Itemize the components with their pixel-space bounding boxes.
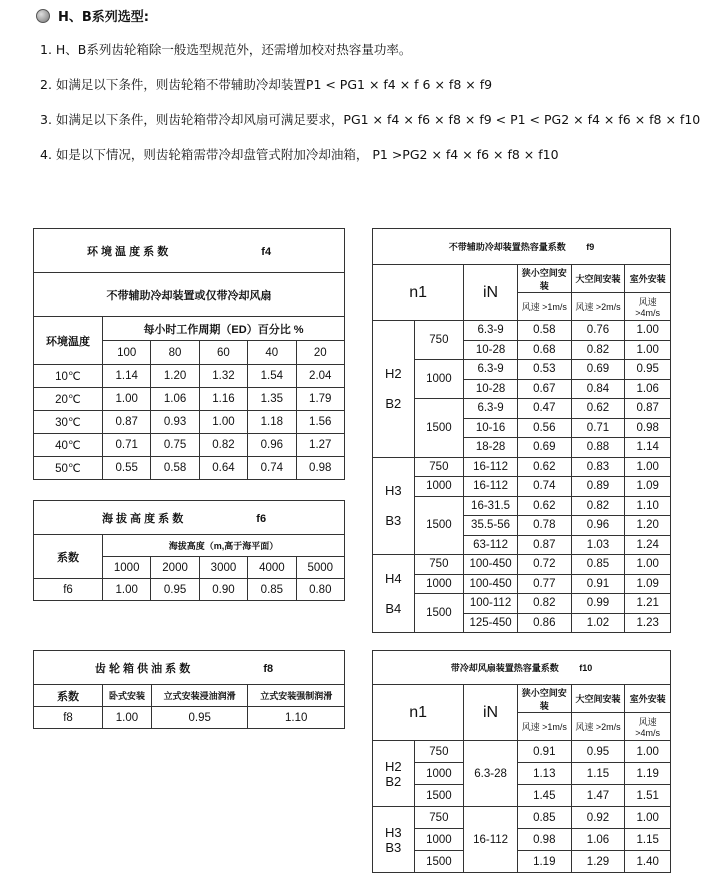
cell: 50℃ — [34, 457, 103, 480]
cell: 0.87 — [103, 411, 151, 434]
cell: 1000 — [103, 557, 151, 579]
speed-cell: 1500 — [414, 851, 464, 873]
model-cell: H4 B4 — [373, 555, 415, 633]
speed-cell: 1500 — [414, 594, 464, 633]
f4-title: 环 境 温 度 系 数 — [86, 245, 169, 258]
table-row — [373, 807, 671, 829]
table-row — [34, 434, 345, 457]
cell: 1.35 — [248, 388, 296, 411]
cell: 1.00 — [625, 340, 671, 360]
cell: 1.32 — [199, 365, 247, 388]
cell: 0.62 — [517, 496, 571, 516]
table-row — [34, 365, 345, 388]
cell: 0.98 — [625, 418, 671, 438]
cell: 10℃ — [34, 365, 103, 388]
cell: 0.64 — [199, 457, 247, 480]
cell: 0.87 — [625, 399, 671, 419]
f10-body — [373, 741, 671, 873]
cell: 风速 >1m/s — [517, 293, 571, 321]
speed-cell: 750 — [414, 741, 464, 763]
model-cell: H2 B2 — [373, 741, 415, 807]
cell: 1.00 — [625, 555, 671, 575]
table-row — [373, 829, 671, 851]
cell: 1.13 — [517, 763, 571, 785]
model-cell: H2 B2 — [373, 321, 415, 458]
cell: 0.75 — [151, 434, 199, 457]
cell: 风速 >2m/s — [571, 713, 625, 741]
cell: 0.56 — [517, 418, 571, 438]
cell: 0.85 — [517, 807, 571, 829]
rule-2: 2. 如满足以下条件，则齿轮箱不带辅助冷却装置P1 < PG1 × f4 × f 6 × f8 × f9 — [40, 77, 493, 92]
cell: 1.02 — [571, 613, 625, 633]
table-row — [373, 555, 671, 575]
cell: 0.53 — [517, 360, 571, 380]
cell: 0.92 — [571, 807, 625, 829]
cell: 大空间安装 — [571, 265, 625, 293]
f4-code: f4 — [261, 245, 272, 258]
cell: 0.62 — [517, 457, 571, 477]
f6-row-header: 系数 — [34, 535, 103, 579]
cell: 30℃ — [34, 411, 103, 434]
cell: 1.45 — [517, 785, 571, 807]
table-row — [373, 594, 671, 614]
cell: 1.24 — [625, 535, 671, 555]
cell: 立式安装强制润滑 — [248, 685, 345, 707]
cell: 0.89 — [571, 477, 625, 497]
table-row — [373, 457, 671, 477]
cell: 0.85 — [248, 579, 296, 601]
ratio-cell: 16-112 — [464, 807, 518, 873]
ratio-cell: 6.3-28 — [464, 741, 518, 807]
cell: 0.58 — [517, 321, 571, 341]
table-row — [373, 360, 671, 380]
f4-ed-header: 每小时工作周期（ED）百分比 % — [103, 317, 345, 341]
speed-cell: 1000 — [414, 763, 464, 785]
cell: 10-28 — [464, 379, 518, 399]
cell: 1.19 — [625, 763, 671, 785]
cell: 1.00 — [103, 707, 152, 729]
f4-ed: 80 — [151, 341, 199, 365]
table-row — [34, 707, 345, 729]
speed-cell: 1000 — [414, 574, 464, 594]
f4-table — [33, 228, 345, 480]
cell: 1.15 — [571, 763, 625, 785]
cell: 0.85 — [571, 555, 625, 575]
cell: 0.82 — [199, 434, 247, 457]
f8-row-header: 系数 — [34, 685, 103, 707]
cell: 0.77 — [517, 574, 571, 594]
cell: 风速 >4m/s — [625, 293, 671, 321]
cell: 35.5-56 — [464, 516, 518, 536]
f6-alt-header: 海拔高度（m,高于海平面） — [103, 535, 345, 557]
rule-3: 3. 如满足以下条件，则齿轮箱带冷却风扇可满足要求，PG1 × f4 × f6 × f8 × f9 < P1 < PG2 × f4 × f6 × f8 × f10 — [40, 112, 701, 127]
cell: 1.00 — [625, 321, 671, 341]
cell: 0.90 — [199, 579, 247, 601]
table-row — [34, 457, 345, 480]
f4-ed: 100 — [103, 341, 151, 365]
cell: 0.95 — [571, 741, 625, 763]
cell: 0.62 — [571, 399, 625, 419]
cell: 0.93 — [151, 411, 199, 434]
cell: 0.82 — [571, 340, 625, 360]
table-row — [373, 851, 671, 873]
speed-cell: 750 — [414, 555, 464, 575]
speed-cell: 750 — [414, 457, 464, 477]
cell: 1.00 — [103, 388, 151, 411]
cell: 0.91 — [571, 574, 625, 594]
cell: 风速 >1m/s — [517, 713, 571, 741]
cell: 1.40 — [625, 851, 671, 873]
cell: 0.82 — [517, 594, 571, 614]
cell: 0.84 — [571, 379, 625, 399]
cell: 风速 >2m/s — [571, 293, 625, 321]
table-row — [373, 399, 671, 419]
cell: 0.76 — [571, 321, 625, 341]
section-title: H、B系列选型: — [58, 10, 149, 25]
f4-ed: 60 — [199, 341, 247, 365]
cell: 0.55 — [103, 457, 151, 480]
cell: 1.10 — [248, 707, 345, 729]
cell: 大空间安装 — [571, 685, 625, 713]
cell: 100-450 — [464, 555, 518, 575]
cell: 16-31.5 — [464, 496, 518, 516]
cell: 1.47 — [571, 785, 625, 807]
cell: 1.21 — [625, 594, 671, 614]
cell: 1.00 — [103, 579, 151, 601]
cell: 1.06 — [151, 388, 199, 411]
f9-code: f9 — [586, 242, 595, 252]
cell: 40℃ — [34, 434, 103, 457]
cell: 0.80 — [296, 579, 344, 601]
f9-title: 不带辅助冷却装置热容量系数 — [448, 242, 566, 252]
table-row — [34, 411, 345, 434]
speed-cell: 1000 — [414, 829, 464, 851]
f9-n1: n1 — [373, 265, 464, 321]
cell: 0.74 — [248, 457, 296, 480]
cell: 1.09 — [625, 477, 671, 497]
rule-1: 1. H、B系列齿轮箱除一般选型规范外，还需增加校对热容量功率。 — [40, 42, 412, 57]
cell: 室外安装 — [625, 265, 671, 293]
cell: 125-450 — [464, 613, 518, 633]
speed-cell: 1500 — [414, 399, 464, 458]
cell: 100-112 — [464, 594, 518, 614]
cell: 0.99 — [571, 594, 625, 614]
cell: 6.3-9 — [464, 360, 518, 380]
cell: 0.68 — [517, 340, 571, 360]
cell: 6.3-9 — [464, 399, 518, 419]
cell: 0.87 — [517, 535, 571, 555]
f8-code: f8 — [263, 662, 274, 675]
model-cell: H3 B3 — [373, 807, 415, 873]
model-cell: H3 B3 — [373, 457, 415, 555]
table-row — [34, 579, 345, 601]
cell: 1.15 — [625, 829, 671, 851]
table-row — [373, 496, 671, 516]
cell: 1.00 — [199, 411, 247, 434]
cell: 1.19 — [517, 851, 571, 873]
f10-n1: n1 — [373, 685, 464, 741]
f10-table — [372, 650, 671, 873]
cell: 2.04 — [296, 365, 345, 388]
cell: 室外安装 — [625, 685, 671, 713]
cell: 1.27 — [296, 434, 345, 457]
cell: 6.3-9 — [464, 321, 518, 341]
f9-in: iN — [464, 265, 518, 321]
cell: 1.16 — [199, 388, 247, 411]
cell: 狭小空间安装 — [517, 685, 571, 713]
cell: 1.06 — [625, 379, 671, 399]
speed-cell: 750 — [414, 807, 464, 829]
cell: 16-112 — [464, 457, 518, 477]
cell: 0.88 — [571, 438, 625, 458]
speed-cell: 1000 — [414, 477, 464, 497]
cell: 卧式安装 — [103, 685, 152, 707]
rule-4: 4. 如是以下情况，则齿轮箱需带冷却盘管式附加冷却油箱， P1 >PG2 × f4 × f6 × f8 × f10 — [40, 147, 559, 162]
cell: 1.00 — [625, 741, 671, 763]
cell: f8 — [34, 707, 103, 729]
table-row — [34, 388, 345, 411]
cell: 0.95 — [625, 360, 671, 380]
f4-subtitle: 不带辅助冷却装置或仅带冷却风扇 — [34, 273, 345, 317]
cell: 狭小空间安装 — [517, 265, 571, 293]
f10-in: iN — [464, 685, 518, 741]
cell: 0.58 — [151, 457, 199, 480]
cell: f6 — [34, 579, 103, 601]
cell: 0.82 — [571, 496, 625, 516]
section-header — [36, 6, 149, 25]
cell: 0.91 — [517, 741, 571, 763]
cell: 1.79 — [296, 388, 345, 411]
cell: 1.00 — [625, 807, 671, 829]
cell: 1.20 — [625, 516, 671, 536]
cell: 20℃ — [34, 388, 103, 411]
f8-title: 齿 轮 箱 供 油 系 数 — [94, 662, 191, 675]
cell: 0.74 — [517, 477, 571, 497]
cell: 10-28 — [464, 340, 518, 360]
cell: 0.47 — [517, 399, 571, 419]
cell: 1.03 — [571, 535, 625, 555]
cell: 16-112 — [464, 477, 518, 497]
speed-cell: 1500 — [414, 496, 464, 555]
cell: 100-450 — [464, 574, 518, 594]
cell: 5000 — [296, 557, 344, 579]
cell: 1.51 — [625, 785, 671, 807]
cell: 1.06 — [571, 829, 625, 851]
f6-table — [33, 500, 345, 601]
cell: 0.71 — [103, 434, 151, 457]
cell: 1.10 — [625, 496, 671, 516]
table-row — [373, 477, 671, 497]
table-row — [373, 741, 671, 763]
f8-table — [33, 650, 345, 729]
cell: 0.95 — [151, 707, 248, 729]
cell: 立式安装浸油润滑 — [151, 685, 248, 707]
speed-cell: 750 — [414, 321, 464, 360]
cell: 0.71 — [571, 418, 625, 438]
cell: 1.14 — [103, 365, 151, 388]
cell: 2000 — [151, 557, 199, 579]
f4-row-header: 环境温度 — [34, 317, 103, 365]
cell: 0.98 — [296, 457, 345, 480]
cell: 18-28 — [464, 438, 518, 458]
cell: 0.69 — [517, 438, 571, 458]
cell: 10-16 — [464, 418, 518, 438]
cell: 1.18 — [248, 411, 296, 434]
f4-ed: 20 — [296, 341, 345, 365]
table-row — [373, 785, 671, 807]
table-row — [373, 763, 671, 785]
f4-ed: 40 — [248, 341, 296, 365]
table-row — [373, 574, 671, 594]
cell: 4000 — [248, 557, 296, 579]
f6-code: f6 — [256, 512, 267, 525]
cell: 0.69 — [571, 360, 625, 380]
cell: 0.95 — [151, 579, 199, 601]
cell: 0.96 — [248, 434, 296, 457]
cell: 0.67 — [517, 379, 571, 399]
cell: 1.14 — [625, 438, 671, 458]
cell: 3000 — [199, 557, 247, 579]
f9-body — [373, 321, 671, 633]
cell: 1.54 — [248, 365, 296, 388]
f6-title: 海 拔 高 度 系 数 — [101, 512, 184, 525]
cell: 63-112 — [464, 535, 518, 555]
cell: 1.20 — [151, 365, 199, 388]
speed-cell: 1500 — [414, 785, 464, 807]
cell: 1.56 — [296, 411, 345, 434]
cell: 1.09 — [625, 574, 671, 594]
cell: 0.78 — [517, 516, 571, 536]
bullet-icon — [36, 9, 50, 23]
speed-cell: 1000 — [414, 360, 464, 399]
cell: 1.23 — [625, 613, 671, 633]
cell: 0.72 — [517, 555, 571, 575]
cell: 0.83 — [571, 457, 625, 477]
cell: 1.00 — [625, 457, 671, 477]
cell: 0.96 — [571, 516, 625, 536]
cell: 风速 >4m/s — [625, 713, 671, 741]
cell: 0.86 — [517, 613, 571, 633]
f9-table — [372, 228, 671, 633]
cell: 0.98 — [517, 829, 571, 851]
f10-title: 带冷却风扇装置热容量系数 — [450, 663, 559, 673]
f10-code: f10 — [579, 663, 593, 673]
cell: 1.29 — [571, 851, 625, 873]
table-row — [373, 321, 671, 341]
